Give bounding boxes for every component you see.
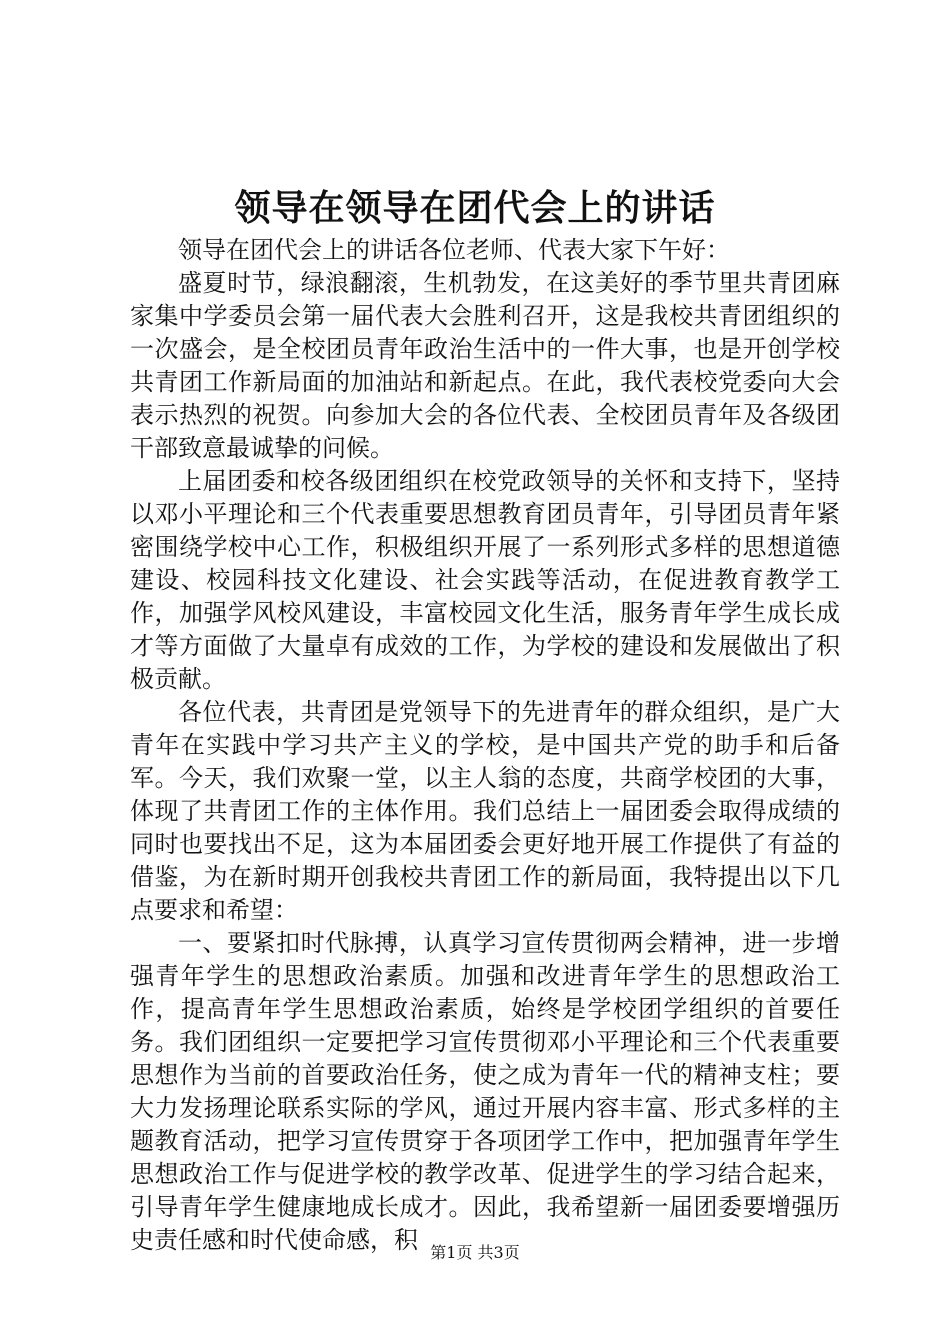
page-number-footer: 第1页 共3页 xyxy=(430,1243,520,1262)
document-title: 领导在领导在团代会上的讲话 xyxy=(234,187,716,229)
document-body xyxy=(130,234,840,1257)
paragraph-role-of-league: 各位代表，共青团是党领导下的先进青年的群众组织，是广大青年在实践中学习共产主义的学校，是中国共产党的助手和后备军。今天，我们欢聚一堂，以主人翁的态度，共商学校团的大事，体现了共青团工作的主体作用。我们总结上一届团委会取得成绩的同时也要找出不足，这为本届团委会更好地开展工作提供了有益的借鉴，为在新时期开创我校共青团工作的新局面，我特提出以下几点要求和希望： xyxy=(130,698,840,924)
paragraph-achievements: 上届团委和校各级团组织在校党政领导的关怀和支持下，坚持以邓小平理论和三个代表重要思想教育团员青年，引导团员青年紧密围绕学校中心工作，积极组织开展了一系列形式多样的思想道德建设、校园科技文化建设、社会实践等活动，在促进教育教学工作，加强学风校风建设，丰富校园文化生活，服务青年学生成长成才等方面做了大量卓有成效的工作，为学校的建设和发展做出了积极贡献。 xyxy=(130,467,840,693)
paragraph-opening: 盛夏时节，绿浪翻滚，生机勃发，在这美好的季节里共青团麻家集中学委员会第一届代表大会胜利召开，这是我校共青团组织的一次盛会，是全校团员青年政治生活中的一件大事，也是开创学校共青团工作新局面的加油站和新起点。在此，我代表校党委向大会表示热烈的祝贺。向参加大会的各位代表、全校团员青年及各级团干部致意最诚挚的问候。 xyxy=(130,269,840,462)
paragraph-greeting: 领导在团代会上的讲话各位老师、代表大家下午好： xyxy=(178,236,730,264)
paragraph-requirement-one: 一、要紧扣时代脉搏，认真学习宣传贯彻两会精神，进一步增强青年学生的思想政治素质。加强和改进青年学生的思想政治工作，提高青年学生思想政治素质，始终是学校团学组织的首要任务。我们团组织一定要把学习宣传贯彻邓小平理论和三个代表重要思想作为当前的首要政治任务，使之成为青年一代的精神支柱；要大力发扬理论联系实际的学风，通过开展内容丰富、形式多样的主题教育活动，把学习宣传贯穿于各项团学工作中，把加强青年学生思想政治工作与促进学校的教学改革、促进学生的学习结合起来，引导青年学生健康地成长成才。因此，我希望新一届团委要增强历史责任感和时代使命感，积 xyxy=(130,929,840,1254)
